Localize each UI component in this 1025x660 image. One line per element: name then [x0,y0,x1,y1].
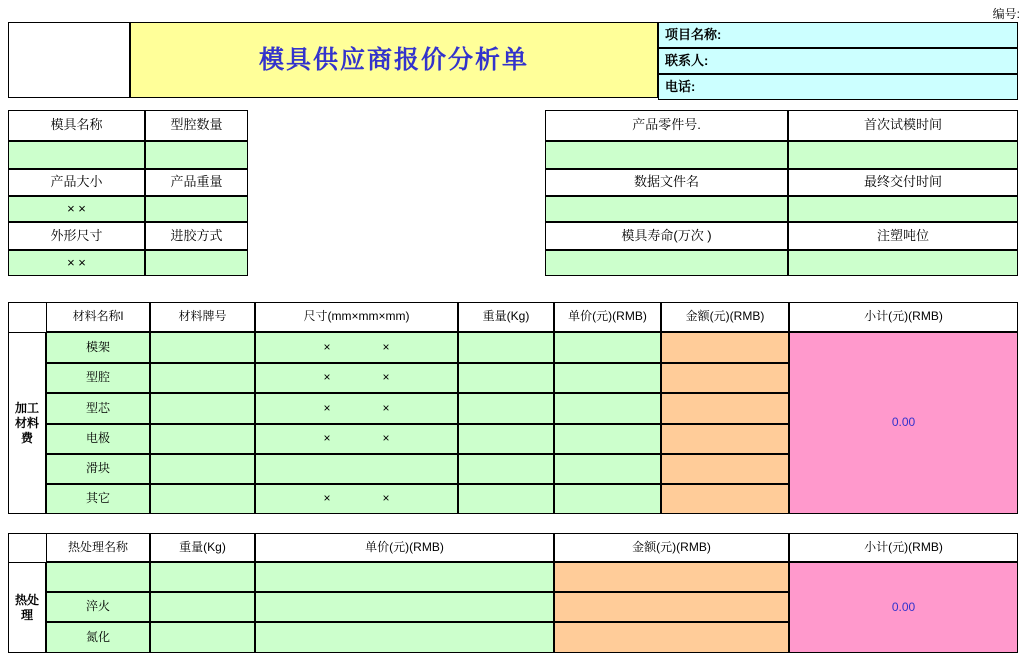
info-right-value-injection-tonnage[interactable] [788,250,1018,276]
heat-header-unit-price: 单价(元)(RMB) [255,533,554,562]
material-row-size-5[interactable] [255,454,458,484]
material-row-unit-price-5[interactable] [554,454,661,484]
phone-field[interactable]: 电话: [658,74,1018,100]
material-row-name-3[interactable]: 型芯 [46,393,150,424]
material-subtotal-value[interactable]: 0.00 [789,332,1018,514]
serial-number-label: 编号: [992,7,1020,21]
material-row-size-1[interactable]: × × [255,332,458,363]
material-row-brand-6[interactable] [150,484,255,514]
material-row-weight-3[interactable] [458,393,554,424]
heat-row-unit-price-2[interactable] [255,592,554,622]
material-row-brand-2[interactable] [150,363,255,393]
material-header-amount: 金额(元)(RMB) [661,302,789,332]
material-row-weight-5[interactable] [458,454,554,484]
info-left-label-cavity-count: 型腔数量 [145,110,248,141]
heat-row-amount-2[interactable] [554,592,789,622]
material-row-name-6[interactable]: 其它 [46,484,150,514]
material-row-name-2[interactable]: 型腔 [46,363,150,393]
material-row-unit-price-6[interactable] [554,484,661,514]
material-row-amount-2[interactable] [661,363,789,393]
material-row-weight-4[interactable] [458,424,554,454]
material-row-amount-5[interactable] [661,454,789,484]
info-left-label-gate-type: 进胶方式 [145,222,248,250]
material-row-weight-6[interactable] [458,484,554,514]
material-row-amount-3[interactable] [661,393,789,424]
material-row-name-5[interactable]: 滑块 [46,454,150,484]
heat-section-row-label: 热处理 [8,562,46,653]
heat-row-name-1[interactable] [46,562,150,592]
material-row-name-1[interactable]: 模架 [46,332,150,363]
heat-row-unit-price-3[interactable] [255,622,554,653]
material-row-size-2[interactable]: × × [255,363,458,393]
logo-cell [8,22,130,98]
material-header-subtotal: 小计(元)(RMB) [789,302,1018,332]
info-right-label-data-file-name: 数据文件名 [545,169,788,196]
material-row-name-4[interactable]: 电极 [46,424,150,454]
heat-header-weight: 重量(Kg) [150,533,255,562]
info-left-value-product-weight[interactable] [145,196,248,222]
material-header-size: 尺寸(mm×mm×mm) [255,302,458,332]
material-section-row-label: 加工材料费 [8,332,46,514]
info-left-label-product-size: 产品大小 [8,169,145,196]
heat-row-amount-1[interactable] [554,562,789,592]
material-row-unit-price-3[interactable] [554,393,661,424]
info-left-value-gate-type[interactable] [145,250,248,276]
material-header-weight: 重量(Kg) [458,302,554,332]
material-row-size-4[interactable]: × × [255,424,458,454]
heat-row-weight-3[interactable] [150,622,255,653]
material-row-weight-2[interactable] [458,363,554,393]
material-header-brand: 材料牌号 [150,302,255,332]
info-right-label-first-trial-date: 首次试模时间 [788,110,1018,141]
heat-header-subtotal: 小计(元)(RMB) [789,533,1018,562]
material-row-size-6[interactable]: × × [255,484,458,514]
info-left-value-cavity-count[interactable] [145,141,248,169]
material-row-amount-6[interactable] [661,484,789,514]
info-left-value-mold-name[interactable] [8,141,145,169]
contact-field[interactable]: 联系人: [658,48,1018,74]
heat-row-weight-2[interactable] [150,592,255,622]
info-right-value-first-trial-date[interactable] [788,141,1018,169]
material-row-unit-price-4[interactable] [554,424,661,454]
info-left-label-mold-name: 模具名称 [8,110,145,141]
material-row-brand-1[interactable] [150,332,255,363]
info-right-value-final-delivery-date[interactable] [788,196,1018,222]
heat-subtotal-value[interactable]: 0.00 [789,562,1018,653]
heat-header-amount: 金额(元)(RMB) [554,533,789,562]
material-row-brand-3[interactable] [150,393,255,424]
material-row-amount-4[interactable] [661,424,789,454]
info-right-label-final-delivery-date: 最终交付时间 [788,169,1018,196]
heat-row-unit-price-1[interactable] [255,562,554,592]
heat-row-name-3[interactable]: 氮化 [46,622,150,653]
info-right-value-part-number[interactable] [545,141,788,169]
info-right-label-mold-life: 模具寿命(万次 ) [545,222,788,250]
material-row-weight-1[interactable] [458,332,554,363]
heat-row-amount-3[interactable] [554,622,789,653]
info-left-label-outline-size: 外形尺寸 [8,222,145,250]
material-row-size-3[interactable]: × × [255,393,458,424]
info-right-label-injection-tonnage: 注塑吨位 [788,222,1018,250]
heat-row-weight-1[interactable] [150,562,255,592]
material-row-brand-4[interactable] [150,424,255,454]
material-row-unit-price-2[interactable] [554,363,661,393]
material-row-brand-5[interactable] [150,454,255,484]
info-left-value-product-size[interactable]: × × [8,196,145,222]
material-header-unit-price: 单价(元)(RMB) [554,302,661,332]
page-title: 模具供应商报价分析单 [130,22,658,98]
info-left-value-outline-size[interactable]: × × [8,250,145,276]
info-right-label-part-number: 产品零件号. [545,110,788,141]
material-header-name: 材料名称l [46,302,150,332]
info-left-label-product-weight: 产品重量 [145,169,248,196]
material-row-unit-price-1[interactable] [554,332,661,363]
info-right-value-mold-life[interactable] [545,250,788,276]
material-row-amount-1[interactable] [661,332,789,363]
heat-row-name-2[interactable]: 淬火 [46,592,150,622]
project-name-field[interactable]: 项目名称: [658,22,1018,48]
heat-header-name: 热处理名称 [46,533,150,562]
info-right-value-data-file-name[interactable] [545,196,788,222]
